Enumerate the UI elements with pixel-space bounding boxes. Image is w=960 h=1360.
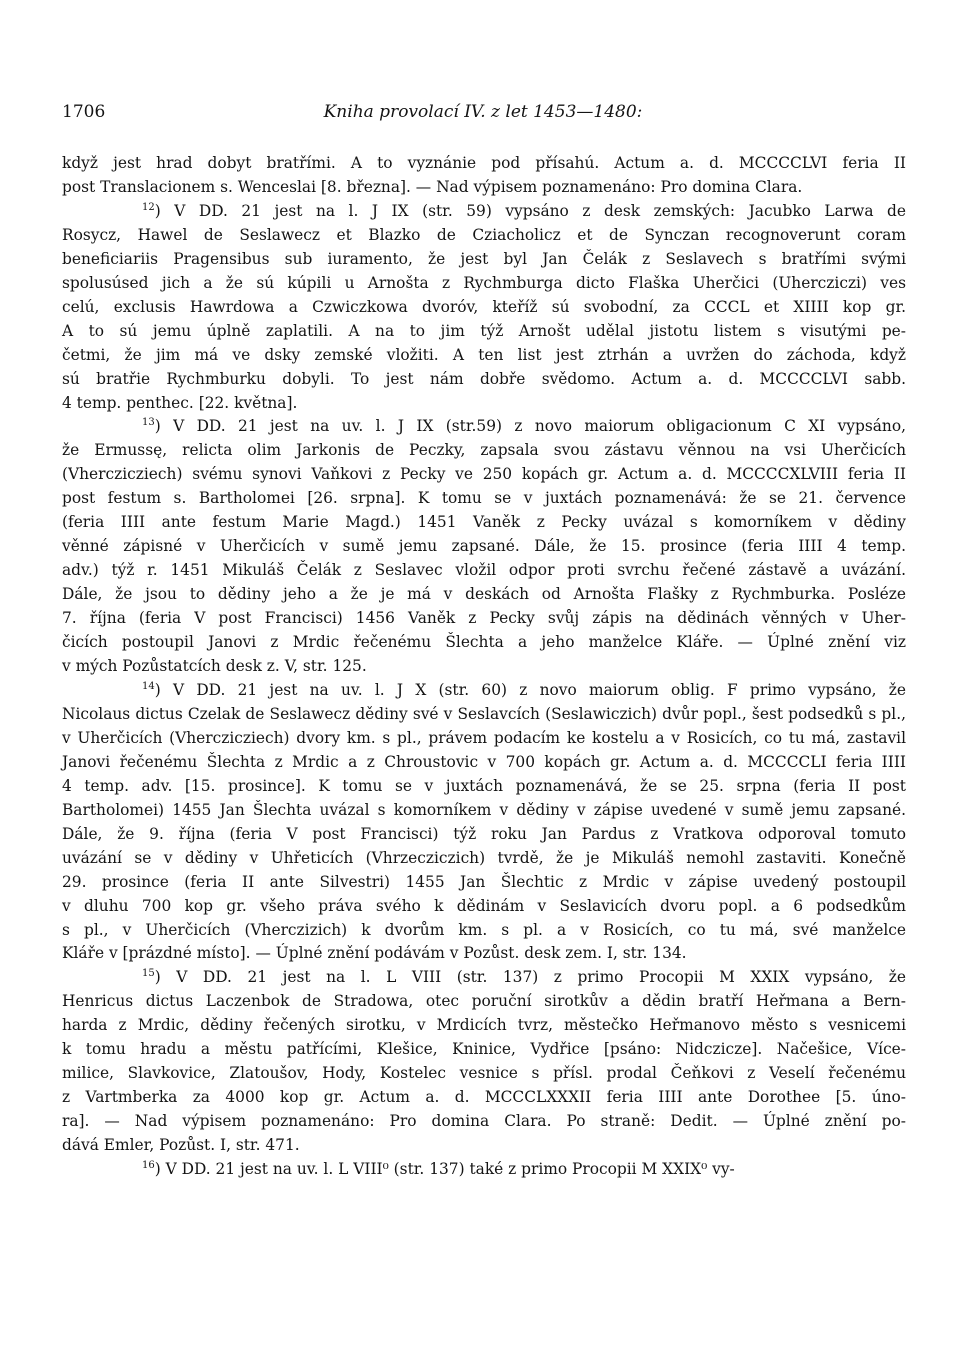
text-line: 4 temp. penthec. [22. května]. — [62, 393, 298, 412]
text-line: Bartholomei) 1455 Jan Šlechta uvázal s komorníkem v dědiny v zápise uvedené v sumě jemu zapsané. — [62, 800, 906, 819]
text-line: když jest hrad dobyt bratřími. A to vyznánie pod přísahú. Actum a. d. MCCCCLVI feria II — [62, 154, 906, 172]
text-paragraph — [62, 152, 906, 200]
page-body — [62, 152, 906, 1182]
text-line: (feria IIII ante festum Marie Magd.) 1451 Vaněk z Pecky uvázal s komorníkem v dědiny — [62, 513, 906, 532]
footnote-number: 13 — [142, 417, 155, 429]
text-line: z Vartmberka za 4000 kop gr. Actum a. d. MCCCLXXXII feria IIII ante Dorothee [5. úno- — [62, 1088, 906, 1107]
text-line: 7. října (feria V post Francisci) 1456 Vaněk z Pecky svůj zápis na dědinách věnných v Uher- — [62, 609, 906, 628]
text-line: harda z Mrdic, dědiny řečených sirotku, v Mrdicích tvrz, městečko Heřmanovo město s vesnicemi — [62, 1016, 906, 1035]
text-line: $^{12}$) V DD. 21 jest na l. J IX (str. 59) vypsáno z desk zemských: Jacubko Larwa de — [142, 201, 906, 220]
text-line: v Uherčicích (Vherczicziech) dvory km. s pl., právem podacím ke kostelu a v Rosicích, co tu má, zastavil — [62, 728, 906, 747]
text-line: 4 temp. adv. [15. prosince]. K tomu se v juxtách poznamenává, že se 25. srpna (feria II post — [62, 776, 906, 795]
text-line: v dluhu 700 kop gr. všeho práva svého k dědinám v Seslavicích dvoru popl. a 6 podsedkům — [62, 896, 906, 915]
text-line: Nicolaus dictus Czelak de Seslawecz dědiny své v Seslavcích (Seslawiczich) dvůr popl., šest podsedků s pl., — [62, 704, 906, 723]
text-line: Rosycz, Hawel de Seslawecz et Blazko de Cziacholicz et de Synczan recognoverunt coram — [62, 225, 906, 244]
text-line: celú, exclusis Hawrdowa a Czwiczkowa dvoróv, kteříž sú svobodní, za CCCL et XIIII kop gr. — [62, 297, 906, 316]
text-line: post Translacionem s. Wenceslai [8. března]. — Nad výpisem poznamenáno: Pro domina Clara. — [62, 177, 803, 196]
text-line: beneficiariis Pragensibus sub iuramento, že jest byl Jan Čelák z Seslavech s bratřími svými — [62, 249, 906, 268]
text-line: post festum s. Bartholomei [26. srpna]. K tomu se v juxtách poznamenává: že se 21. července — [62, 489, 906, 508]
text-line: $^{13}$) V DD. 21 jest na uv. l. J IX (str.59) z novo maiorum obligacionum C XI vypsáno, — [142, 417, 906, 436]
text-line: milice, Slavkovice, Zlatoušov, Hody, Kostelec vesnice s přísl. prodal Čeňkovi z Veselí řečenému — [62, 1064, 906, 1083]
text-line: sú bratřie Rychmburku dobyli. To jest nám dobře svědomo. Actum a. d. MCCCCLVI sabb. — [62, 369, 906, 388]
text-line: četmi, že jim má ve dsky zemské vložiti. A ten list jest ztrhán a uvržen do záchoda, když — [62, 345, 906, 364]
text-line: Janovi řečenému Šlechta z Mrdic a z Chroustovic v 700 kopách gr. Actum a. d. MCCCCLI feria IIII — [62, 752, 906, 771]
page-header — [62, 102, 904, 126]
text-line: s pl., v Uherčicích (Vherczizich) k dvorům km. s pl. a v Rosicích, co tu má, své manželce — [62, 920, 906, 939]
text-line: Kláře v [prázdné místo]. — Úplné znění podávám v Pozůst. desk zem. I, str. 134. — [62, 944, 687, 963]
footnote-number: 15 — [142, 968, 155, 980]
footnote-paragraph — [62, 966, 906, 1158]
text-line: k tomu hradu a městu patřícími, Klešice, Kninice, Vydřice [psáno: Nidczicze]. Načešice, Více- — [62, 1040, 906, 1059]
text-line: uvázání se v dědiny v Uhřeticích (Vhrzecziczich) tvrdě, že je Mikuláš nemohl zastaviti. Konečně — [62, 848, 906, 867]
footnote-paragraph — [62, 200, 906, 416]
text-line: $^{15}$) V DD. 21 jest na l. L VIII (str. 137) z primo Procopii M XXIX vypsáno, že — [142, 968, 906, 987]
text-line: čicích postoupil Janovi z Mrdic řečenému Šlechta a jeho manželce Kláře. — Úplné znění viz — [62, 633, 906, 652]
text-line: $^{16}$) V DD. 21 jest na uv. l. L VIII⁰ (str. 137) také z primo Procopii M XXIX⁰ vy- — [142, 1160, 735, 1179]
footnote-number: 12 — [142, 201, 155, 213]
footnote-number: 16 — [142, 1160, 155, 1172]
text-line: $^{14}$) V DD. 21 jest na uv. l. J X (str. 60) z novo maiorum oblig. F primo vypsáno, že — [142, 680, 906, 699]
text-line: 29. prosince (feria II ante Silvestri) 1455 Jan Šlechtic z Mrdic v zápise uvedený postoupil — [62, 872, 906, 891]
text-line: spolusúsed jich a že sú kúpili u Arnošta z Rychmburga dicto Flaška Uherčici (Uhercziczi) ves — [62, 273, 906, 292]
text-line: v mých Pozůstatcích desk z. V, str. 125. — [62, 657, 367, 676]
running-title: Kniha provolací IV. z let 1453—1480: — [323, 102, 643, 122]
text-line: (Vherczicziech) svému synovi Vaňkovi z Pecky ve 250 kopách gr. Actum a. d. MCCCCXLVIII feria II — [62, 465, 906, 484]
text-line: Dále, že jsou to dědiny jeho a že je má v deskách od Arnošta Flašky z Rychmburka. Posléze — [62, 585, 906, 604]
text-line: A to sú jemu úplně zaplatili. A na to jim týž Arnošt udělal jistotu listem s visutými pe- — [62, 321, 906, 340]
footnote-paragraph — [62, 415, 906, 678]
footnote-paragraph — [62, 1158, 906, 1182]
footnote-paragraph — [62, 679, 906, 966]
text-line: adv.) týž r. 1451 Mikuláš Čelák z Seslavec vložil odpor proti svrchu řečené zástavě a uvázání. — [62, 561, 906, 580]
text-line: Dále, že 9. října (feria V post Francisci) týž roku Jan Pardus z Vratkova odporoval tomuto — [62, 824, 906, 843]
text-line: dává Emler, Pozůst. I, str. 471. — [62, 1136, 300, 1155]
footnote-number: 14 — [142, 680, 155, 692]
text-line: věnné zápisné v Uherčicích v sumě jemu zapsané. Dále, že 15. prosince (feria IIII 4 temp. — [62, 537, 906, 556]
page-number: 1706 — [62, 102, 106, 122]
text-line: že Ermussę, relicta olim Jarkonis de Peczky, zapsala svou zástavu věnnou na vsi Uherčicích — [62, 441, 906, 460]
text-line: Henricus dictus Laczenbok de Stradowa, otec poruční sirotkův a dědin bratří Heřmana a Bern- — [62, 992, 906, 1011]
text-line: ra]. — Nad výpisem poznamenáno: Pro domina Clara. Po straně: Dedit. — Úplné znění po- — [62, 1112, 906, 1131]
